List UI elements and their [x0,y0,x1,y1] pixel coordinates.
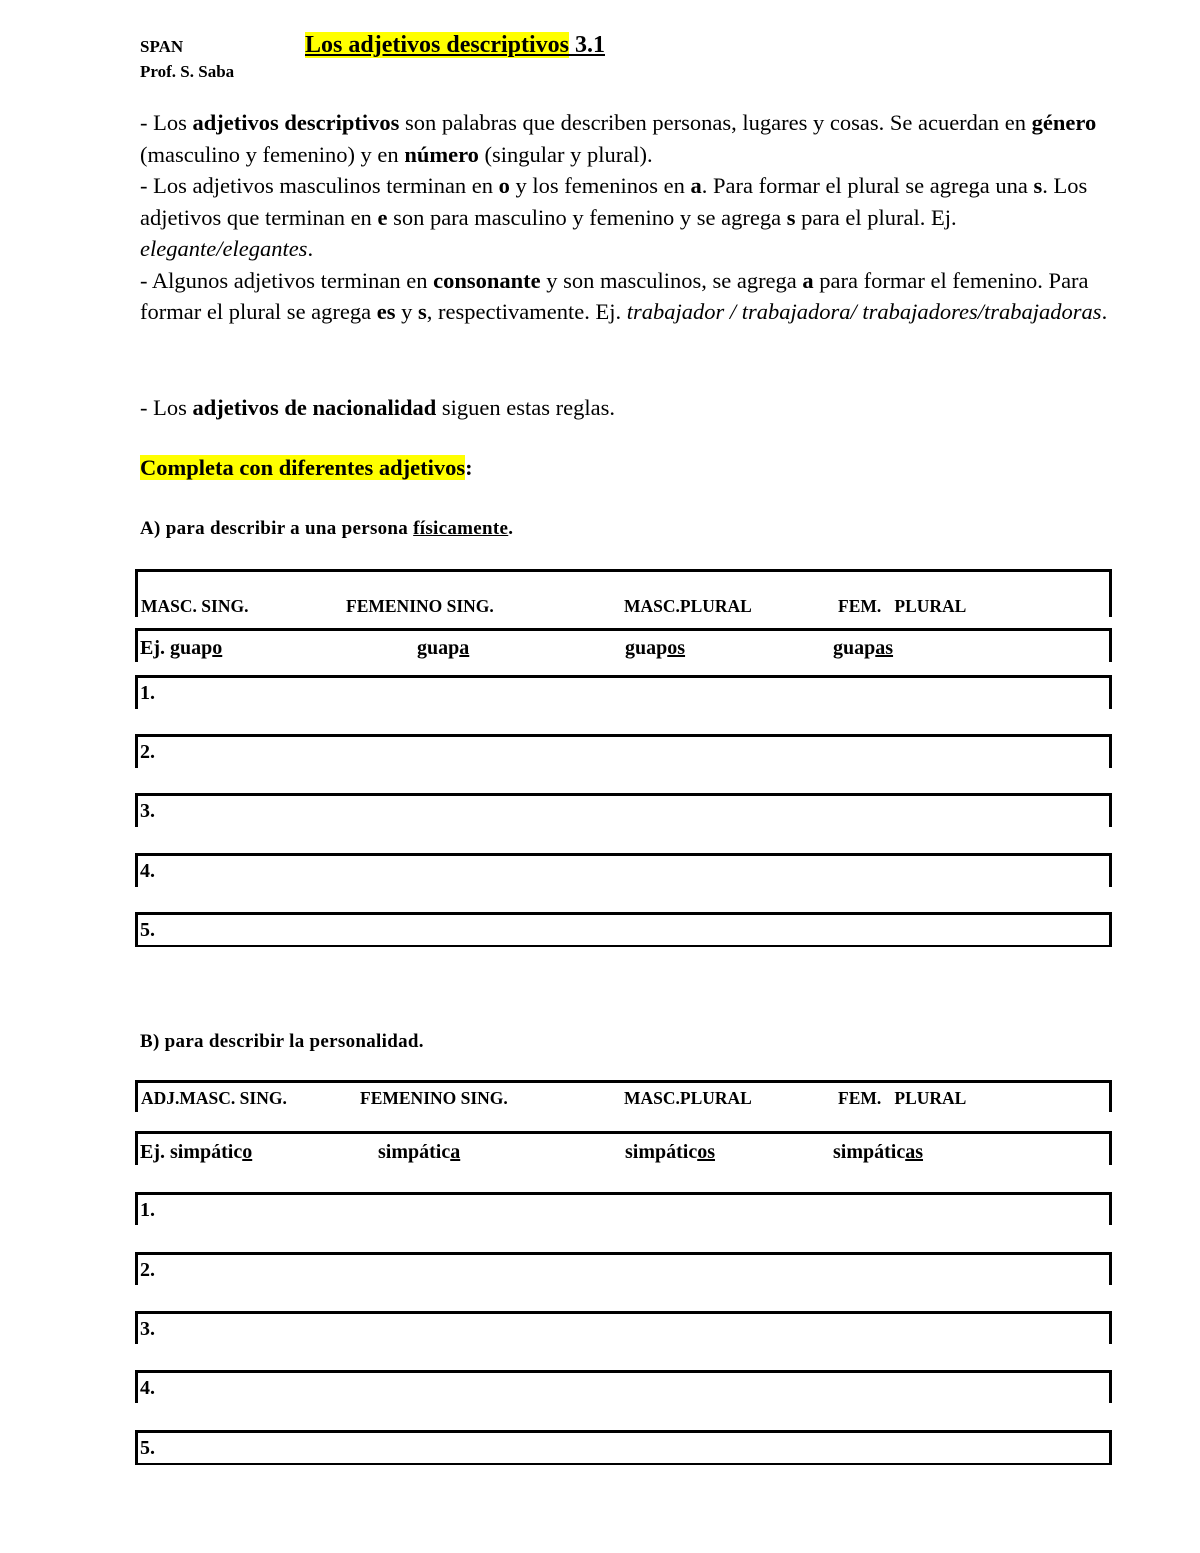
section-b-example-row [135,1131,1112,1165]
section-a-answer-row-4[interactable] [135,853,1112,887]
row-number: 5. [140,1437,155,1459]
example-masc-sing: Ej. simpático [140,1141,253,1163]
section-a-header-row [135,569,1112,617]
section-b-answer-row-4[interactable] [135,1370,1112,1403]
example-fem-plural: guapas [833,637,894,659]
page-title [305,32,605,59]
example-masc-plural: simpáticos [625,1141,716,1163]
section-b-header-row [135,1080,1112,1112]
section-b-answer-row-5[interactable] [135,1430,1112,1465]
intro-paragraph-1: - Los adjetivos descriptivos son palabras que describen personas, lugares y cosas. Se acuerdan en género (masculino y femenino) y en número (singular y plural). [140,110,1097,167]
example-fem-sing: simpática [378,1141,461,1163]
row-number: 2. [140,1259,155,1281]
row-number: 4. [140,860,155,882]
section-a-example-row [135,628,1112,662]
intro-paragraph-3: - Algunos adjetivos terminan en consonante y son masculinos, se agrega a para formar el femenino. Para formar el plural se agrega es y s, respectivamente. Ej. trabajador / trabajadora/ trabajadores/trabajadoras. [140,267,1108,324]
section-b-answer-row-1[interactable] [135,1192,1112,1225]
column-header: MASC.PLURAL [624,1088,752,1108]
row-number: 3. [140,1318,155,1340]
example-masc-plural: guapos [625,637,686,659]
column-header: MASC.PLURAL [624,596,752,616]
example-fem-sing: guapa [417,637,470,659]
section-a-answer-row-2[interactable] [135,734,1112,768]
section-b-label: B) para describir la personalidad. [140,1031,424,1052]
teacher-name: Prof. S. Saba [140,62,235,81]
section-a-label: A) para describir a una persona físicamente. [140,518,514,539]
course-label: SPAN [140,37,184,56]
instruction-text: Completa con diferentes adjetivos [140,455,466,480]
section-a-answer-row-1[interactable] [135,675,1112,709]
column-header: MASC. SING. [141,596,249,616]
section-b-answer-row-3[interactable] [135,1311,1112,1344]
intro-paragraph-4: - Los adjetivos de nacionalidad siguen estas reglas. [140,395,616,420]
row-number: 1. [140,1199,155,1221]
example-fem-plural: simpáticas [833,1141,924,1163]
row-number: 2. [140,741,155,763]
intro-text [140,107,1120,328]
section-a-answer-row-3[interactable] [135,793,1112,827]
intro-paragraph-2: - Los adjetivos masculinos terminan en o y los femeninos en a. Para formar el plural se agrega una s. Los adjetivos que terminan en e son para masculino y femenino y se agrega s para el plural. Ej. elegante/elegantes. [140,173,1088,261]
section-a-answer-row-5[interactable] [135,912,1112,947]
column-header: FEM. PLURAL [838,1088,967,1108]
column-header: FEM. PLURAL [838,596,967,616]
column-header: ADJ.MASC. SING. [141,1088,287,1108]
row-number: 4. [140,1377,155,1399]
row-number: 5. [140,919,155,941]
row-number: 1. [140,682,155,704]
instruction: Completa con diferentes adjetivos: [140,455,473,480]
row-number: 3. [140,800,155,822]
section-b-answer-row-2[interactable] [135,1252,1112,1285]
column-header: FEMENINO SING. [360,1088,508,1108]
page-title-main: Los adjetivos descriptivos [305,32,569,58]
page-title-number: 3.1 [575,32,605,58]
column-header: FEMENINO SING. [346,596,494,616]
example-masc-sing: Ej. guapo [140,637,223,659]
